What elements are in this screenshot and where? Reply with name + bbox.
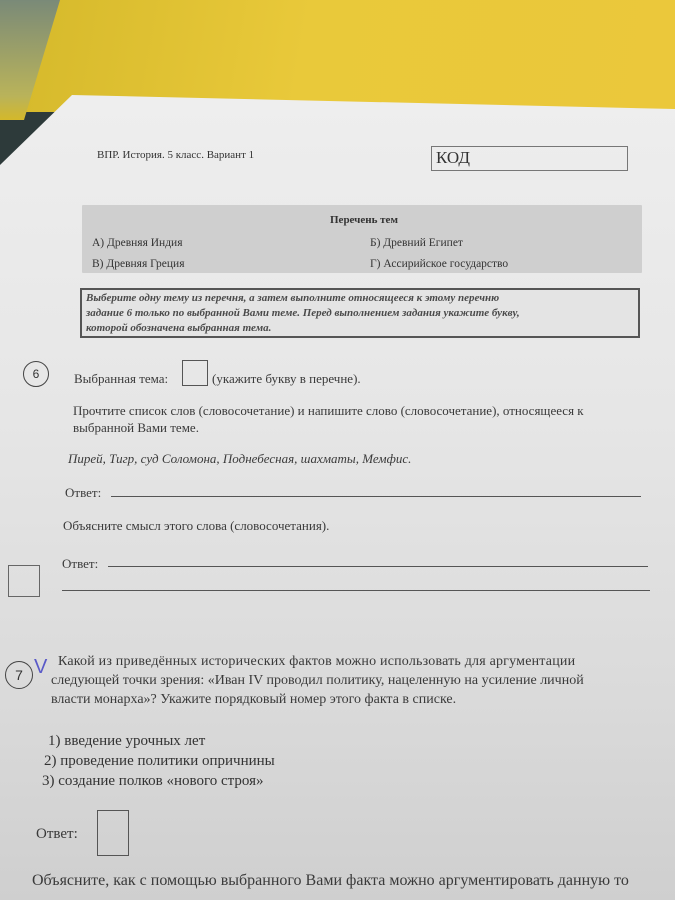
topics-title: Перечень тем: [330, 214, 398, 226]
question-text: Какой из приведённых исторических фактов можно использовать для аргументации: [58, 654, 576, 669]
answer-option: 3) создание полков «нового строя»: [42, 773, 264, 789]
question-text: власти монарха»? Укажите порядковый номер этого факта в списке.: [51, 692, 457, 707]
selected-topic-box[interactable]: [182, 360, 208, 386]
score-box[interactable]: [8, 565, 40, 597]
answer-line[interactable]: [108, 566, 648, 567]
answer-label: Ответ:: [65, 485, 102, 500]
answer-line[interactable]: [62, 590, 650, 591]
question-number: 6: [23, 361, 49, 387]
question-number: 7: [5, 661, 33, 689]
topic-item: В) Древняя Греция: [92, 258, 185, 270]
answer-option: 2) проведение политики опричнины: [44, 753, 275, 769]
answer-option: 1) введение урочных лет: [48, 733, 206, 749]
topic-item: А) Древняя Индия: [92, 237, 183, 249]
topic-item: Б) Древний Египет: [370, 237, 463, 249]
selected-topic-label: Выбранная тема:: [74, 371, 169, 386]
desk-surface: [0, 0, 675, 112]
exam-header: ВПР. История. 5 класс. Вариант 1: [97, 149, 255, 161]
instruction-line: которой обозначена выбранная тема.: [86, 322, 272, 334]
topic-item: Г) Ассирийское государство: [370, 258, 509, 270]
code-field[interactable]: КОД: [431, 146, 628, 171]
explain-prompt: Объясните, как с помощью выбранного Вами факта можно аргументировать данную то: [32, 872, 629, 889]
question-text: Прочтите список слов (словосочетание) и напишите слово (словосочетание), относящееся к: [73, 403, 584, 418]
selected-topic-hint: (укажите букву в перечне).: [212, 371, 361, 386]
instruction-line: задание 6 только по выбранной Вами теме. Перед выполнением задания укажите букву,: [86, 307, 520, 319]
question-text: следующей точки зрения: «Иван IV проводил политику, нацеленную на усиление личной: [51, 673, 584, 688]
answer-label: Ответ:: [36, 826, 78, 842]
instruction-line: Выберите одну тему из перечня, а затем выполните относящееся к этому перечню: [86, 292, 500, 304]
explain-prompt: Объясните смысл этого слова (словосочетания).: [63, 518, 330, 533]
answer-line[interactable]: [111, 496, 641, 497]
answer-box[interactable]: [97, 810, 129, 856]
word-list: Пирей, Тигр, суд Соломона, Поднебесная, шахматы, Мемфис.: [68, 451, 412, 466]
check-mark-icon: V: [34, 656, 48, 678]
answer-label: Ответ:: [62, 556, 99, 571]
question-text: выбранной Вами теме.: [73, 420, 199, 435]
